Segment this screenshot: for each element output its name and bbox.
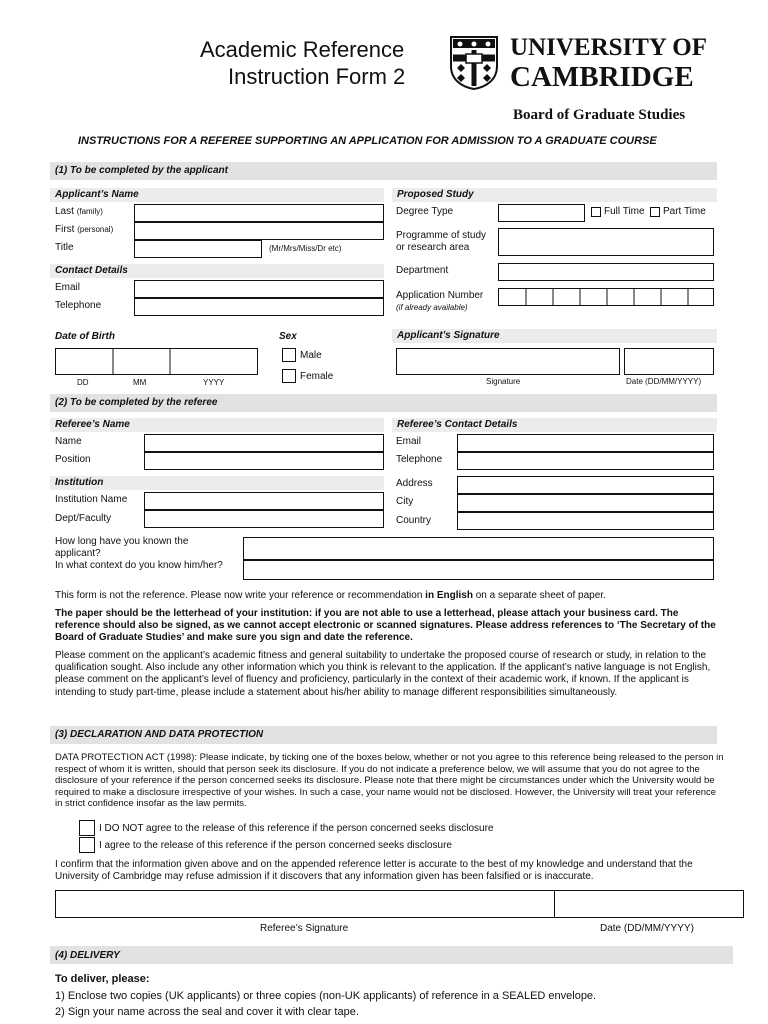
data-protection-text: DATA PROTECTION ACT (1998): Please indicate, by ticking one of the boxes below, whether or not you agree to this reference being released to the person in respect of whom it is written, should that person seek its disclosure. If you do not indicate a preference below, we will assume that you do not agree to the disclosure of your reference if the person concerned seeks its disclosure. Please note that there might be circumstances under which the University would be required to make a disclosure irrespective of your wishes. In such a case, your name would not be disclosed. However, the University will treat your reference in strict confidence insofar as the law permits. <box>55 752 724 809</box>
applicant-telephone-label: Telephone <box>55 300 102 311</box>
title-note: (Mr/Mrs/Miss/Dr etc) <box>269 244 342 253</box>
instructions-heading: INSTRUCTIONS FOR A REFEREE SUPPORTING AN APPLICATION FOR ADMISSION TO A GRADUATE COURSE <box>78 135 657 147</box>
full-time-label: Full Time <box>604 206 645 217</box>
referee-telephone-label: Telephone <box>396 454 443 465</box>
full-time-checkbox[interactable] <box>591 207 601 217</box>
confirmation-text: I confirm that the information given above and on the appended reference letter is accurate to the best of my knowledge and understand that the University of Cambridge may refuse admission if it discovers that any information given has been falsified or is inaccurate. <box>55 859 693 883</box>
applicant-signature-input[interactable] <box>396 348 620 375</box>
yyyy-label: YYYY <box>203 378 225 387</box>
male-label: Male <box>300 350 322 361</box>
referee-name-input[interactable] <box>144 434 384 452</box>
title-label: Title <box>55 242 74 253</box>
proposed-study-heading: Proposed Study <box>397 189 474 200</box>
first-name-label: First (personal) <box>55 224 114 235</box>
separate-sheet-note: This form is not the reference. Please now write your reference or recommendation in English on a separate sheet of paper. <box>55 590 606 601</box>
board-name: Board of Graduate Studies <box>513 107 686 123</box>
first-name-input[interactable] <box>134 222 384 240</box>
referee-name-heading: Referee’s Name <box>55 419 130 430</box>
dob-dividers <box>56 349 257 374</box>
to-deliver-heading: To deliver, please: <box>55 973 150 985</box>
dept-faculty-label: Dept/Faculty <box>55 513 112 524</box>
department-label: Department <box>396 265 449 276</box>
referee-telephone-input[interactable] <box>457 452 714 470</box>
programme-label-line2: or research area <box>396 242 470 253</box>
institution-heading: Institution <box>55 477 104 488</box>
do-not-agree-label: I DO NOT agree to the release of this reference if the person concerned seeks disclosure <box>99 823 494 834</box>
sex-heading: Sex <box>279 331 297 342</box>
last-name-label: Last (family) <box>55 206 103 217</box>
applicant-name-heading: Applicant’s Name <box>55 189 139 200</box>
application-number-dividers <box>499 289 713 305</box>
referee-email-input[interactable] <box>457 434 714 452</box>
agree-label: I agree to the release of this reference if the person concerned seeks disclosure <box>99 840 452 851</box>
application-number-label: Application Number <box>396 290 484 301</box>
referee-city-label: City <box>396 496 414 507</box>
agree-checkbox[interactable] <box>79 837 95 853</box>
referee-name-label: Name <box>55 436 82 447</box>
known-question-line2: applicant? <box>55 548 101 559</box>
applicant-email-label: Email <box>55 282 81 293</box>
application-number-input[interactable] <box>498 288 714 306</box>
referee-country-input[interactable] <box>457 512 714 530</box>
programme-label-line1: Programme of study <box>396 230 487 241</box>
university-crest-icon <box>450 36 498 90</box>
part-time-label: Part Time <box>663 206 706 217</box>
referee-position-input[interactable] <box>144 452 384 470</box>
applicant-signature-label: Signature <box>486 377 521 386</box>
department-input[interactable] <box>498 263 714 281</box>
form-title-line1: Academic Reference <box>200 37 405 62</box>
delivery-step-2: 2) Sign your name across the seal and cover it with clear tape. <box>55 1006 359 1018</box>
do-not-agree-checkbox[interactable] <box>79 820 95 836</box>
part-time-checkbox[interactable] <box>650 207 660 217</box>
section2-heading: (2) To be completed by the referee <box>55 397 218 408</box>
degree-type-input[interactable] <box>498 204 585 222</box>
known-question-line1: How long have you known the <box>55 536 189 547</box>
dd-label: DD <box>77 378 89 387</box>
referee-country-label: Country <box>396 515 432 526</box>
referee-signature-label: Referee’s Signature <box>260 923 349 934</box>
applicant-date-label: Date (DD/MM/YYYY) <box>626 377 702 386</box>
section4-bar <box>50 946 733 964</box>
applicant-telephone-input[interactable] <box>134 298 384 316</box>
last-name-input[interactable] <box>134 204 384 222</box>
institution-name-input[interactable] <box>144 492 384 510</box>
context-input[interactable] <box>243 560 714 580</box>
referee-address-input[interactable] <box>457 476 714 494</box>
delivery-step-1: 1) Enclose two copies (UK applicants) or three copies (non-UK applicants) of reference in a SEALED envelope. <box>55 990 597 1002</box>
referee-contact-heading: Referee’s Contact Details <box>397 419 518 430</box>
institution-name-label: Institution Name <box>55 494 128 505</box>
programme-input[interactable] <box>498 228 714 256</box>
dob-heading: Date of Birth <box>55 331 115 342</box>
applicant-email-input[interactable] <box>134 280 384 298</box>
section3-heading: (3) DECLARATION AND DATA PROTECTION <box>55 729 264 740</box>
letterhead-instructions: The paper should be the letterhead of your institution: if you are not able to use a letterhead, please attach your business card. The reference should also be signed, as we cannot accept electronic or scanned signatures. Please address references to ‘The Secretary of the Board of Graduate Studies’ and make sure you sign and date the reference. <box>55 608 716 644</box>
referee-address-label: Address <box>396 478 433 489</box>
section1-heading: (1) To be completed by the applicant <box>55 165 228 176</box>
referee-email-label: Email <box>396 436 422 447</box>
applicant-signature-heading: Applicant’s Signature <box>397 330 500 341</box>
dob-input[interactable] <box>55 348 258 375</box>
university-name-line2: CAMBRIDGE <box>510 61 694 93</box>
referee-position-label: Position <box>55 454 91 465</box>
known-duration-input[interactable] <box>243 537 714 560</box>
degree-type-label: Degree Type <box>396 206 454 217</box>
referee-signature-input[interactable] <box>55 890 555 918</box>
title-input[interactable] <box>134 240 262 258</box>
female-checkbox[interactable] <box>282 369 296 383</box>
section4-heading: (4) DELIVERY <box>55 950 120 961</box>
contact-details-heading: Contact Details <box>55 265 128 276</box>
mm-label: MM <box>133 378 147 387</box>
referee-date-input[interactable] <box>554 890 744 918</box>
male-checkbox[interactable] <box>282 348 296 362</box>
referee-city-input[interactable] <box>457 494 714 512</box>
comment-instructions: Please comment on the applicant’s academic fitness and general suitability to undertake the proposed course of research or study, in relation to the qualification sought. Also include any other information which you think is relevant to the application. If the applicant’s native language is not English, please comment on the applicant’s level of fluency and proficiency, particularly in the context of their academic work, if known. If the applicant is intending to study part-time, please include a statement about his/her ability to manage different responsibilities simultaneously. <box>55 650 711 698</box>
applicant-date-input[interactable] <box>624 348 714 375</box>
form-title-line2: Instruction Form 2 <box>228 64 406 89</box>
context-question: In what context do you know him/her? <box>55 560 223 571</box>
referee-date-label: Date (DD/MM/YYYY) <box>600 923 694 934</box>
application-number-note: (if already available) <box>396 303 468 312</box>
university-name-line1: UNIVERSITY OF <box>510 34 708 61</box>
female-label: Female <box>300 371 334 382</box>
dept-faculty-input[interactable] <box>144 510 384 528</box>
